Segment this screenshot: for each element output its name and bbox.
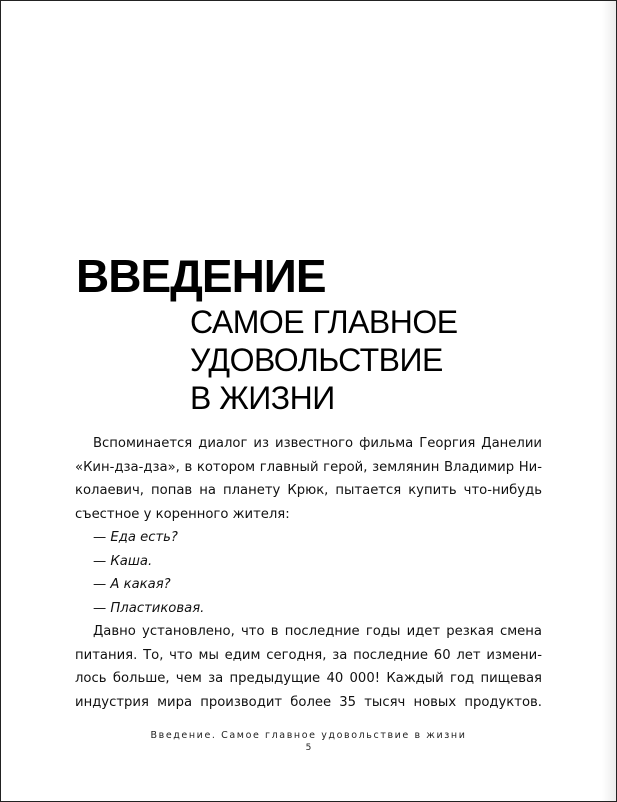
dialog-dash: — [93,600,107,616]
chapter-subtitle-line: САМОЕ ГЛАВНОЕ [190,304,458,340]
dialog [75,526,542,620]
dialog-text: А какая? [110,577,171,592]
dialog-text: Пластиковая. [110,600,205,616]
text-line: питания. То, что мы едим сегодня, за последние 60 лет измени- [75,647,542,663]
dialog-line [75,573,542,597]
page-edge-shadow [602,1,616,801]
body-text [75,432,542,714]
text-line: Вспоминается диалог из известного фильма Георгия Данелии [93,436,542,451]
chapter-title: ВВЕДЕНИЕ [76,250,326,302]
running-footer: Введение. Самое главное удовольствие в жизни [150,730,467,741]
dialog-dash: — [93,553,107,569]
chapter-subtitle-line: В ЖИЗНИ [190,380,335,416]
text-line: съестное у коренного жителя: [75,506,290,522]
dialog-dash: — [93,530,107,545]
text-line: лось больше, чем за предыдущие 40 000! Каждый год пищевая [75,671,542,686]
dialog-line [75,597,542,621]
dialog-line [75,550,542,574]
dialog-text: Еда есть? [110,530,178,545]
text-line: колаевич, попав на планету Крюк, пытается купить что-нибудь [75,483,542,498]
dialog-line [75,526,542,550]
chapter-subtitle-line: УДОВОЛЬСТВИЕ [190,342,443,378]
dialog-text: Каша. [110,553,153,569]
text-line: «Кин-дза-дза», в котором главный герой, землянин Владимир Ни- [75,459,542,475]
paragraph-main [75,620,542,714]
text-line: индустрия мира производит более 35 тысяч новых продуктов. [75,694,542,710]
page-number: 5 [305,743,312,753]
paragraph-intro [75,432,542,526]
chapter-subtitle [190,303,458,417]
text-line: Давно установлено, что в последние годы идет резкая смена [93,624,542,639]
dialog-dash: — [93,577,107,592]
